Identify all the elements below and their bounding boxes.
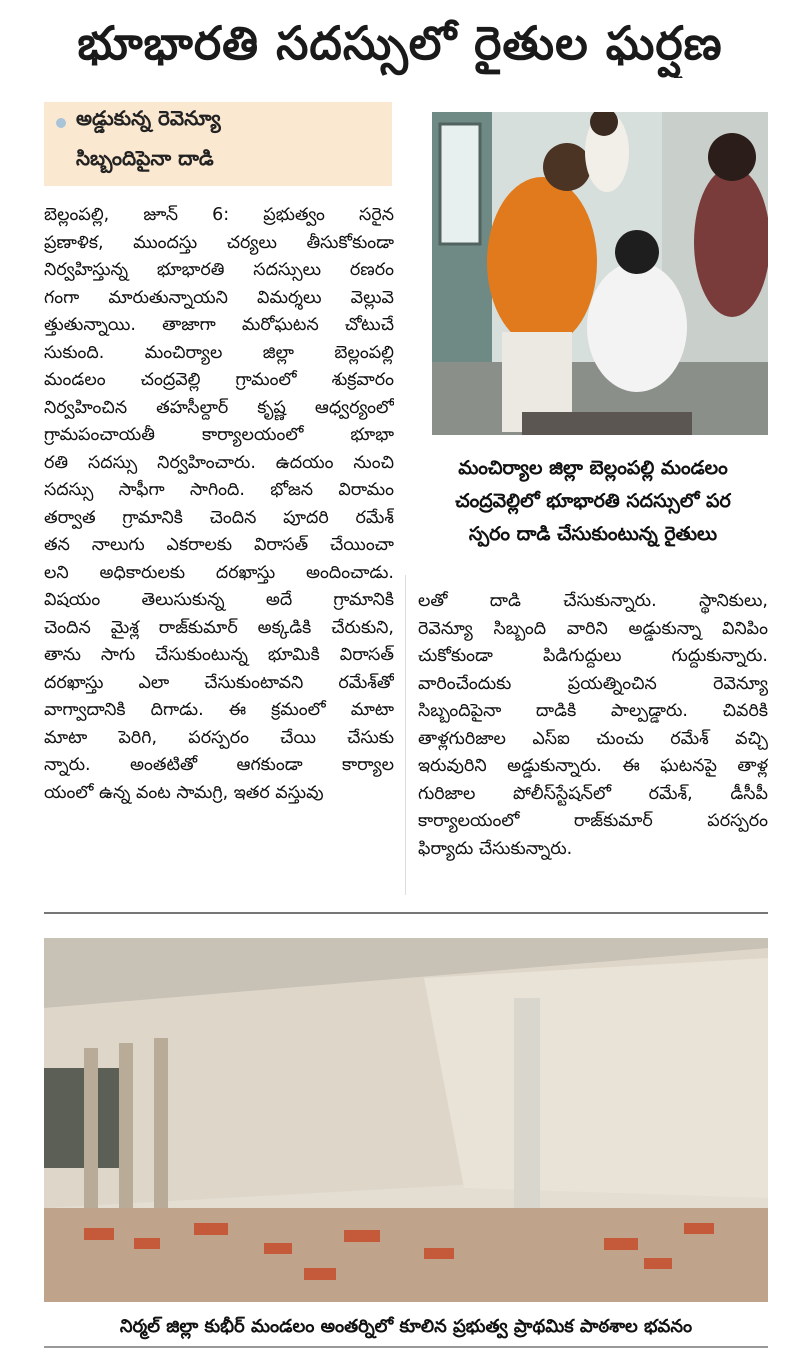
article-line: రతి సదస్సు నిర్వహించారు. ఉదయం నుంచి: [44, 452, 394, 473]
section-rule: [44, 912, 768, 914]
photo-collapsed-school-illustration: [44, 938, 768, 1302]
article-line: తాను సాగు చేసుకుంటున్న భూమికి విరాసత్: [44, 645, 394, 665]
article-line: సుకుంది. మంచిర్యాల జిల్లా బెల్లంపల్లి: [44, 342, 394, 363]
caption-line: చంద్రవెల్లిలో భూభారతి సదస్సులో పర: [455, 490, 731, 512]
article-line: నిర్వహిస్తున్న భూభారతి సదస్సులు రణరం: [44, 260, 394, 280]
article-line: విషయం తెలుసుకున్న అదే గ్రామానికి: [44, 590, 394, 610]
article-line: తన నాలుగు ఎకరాలకు విరాసత్ చేయించా: [44, 535, 394, 555]
photo-farmers-clash: [432, 112, 768, 435]
article-line: సిబ్బందిపైనా దాడికి పాల్పడ్డారు. చివరికి: [418, 701, 768, 721]
article-line: లతో దాడి చేసుకున్నారు. స్థానికులు,: [418, 591, 768, 611]
article-line: సదస్సు సాఫీగా సాగింది. భోజన విరామం: [44, 480, 394, 500]
photo-bottom-caption: నిర్మల్ జిల్లా కుభీర్ మండలం అంతర్నిలో కూలిన ప్రభుత్వ ప్రాథమిక పాఠశాల భవనం: [119, 1316, 693, 1337]
column-divider: [405, 575, 406, 895]
article-line: వారించేందుకు ప్రయత్నించిన రెవెన్యూ: [418, 673, 768, 694]
caption-line: మంచిర్యాల జిల్లా బెల్లంపల్లి మండలం: [458, 457, 728, 479]
article-line: బెల్లంపల్లి, జూన్ 6: ప్రభుత్వం సరైన: [44, 205, 394, 225]
caption-line: స్పరం దాడి చేసుకుంటున్న రైతులు: [468, 523, 718, 545]
article-line: గంగా మారుతున్నాయని విమర్శలు వెల్లువె: [44, 287, 394, 308]
article-line: ఫిర్యాదు చేసుకున్నారు.: [418, 838, 573, 859]
article-line: తాళ్లగురిజాల ఎస్ఐ చుంచు రమేశ్ వచ్చి: [418, 728, 768, 749]
article-line: రెవెన్యూ సిబ్బంది వారిని అడ్డుకున్నా వినిపిం: [418, 618, 768, 639]
photo-top-caption: [418, 452, 768, 551]
subhead-line-2: సిబ్బందిపైనా దాడి: [76, 146, 214, 170]
article-line: లని అధికారులకు దరఖాస్తు అందించాడు.: [44, 562, 394, 583]
article-line: యంలో ఉన్న వంట సామగ్రి, ఇతర వస్తువు: [44, 782, 324, 803]
article-line: గురిజాల పోలీస్‌స్టేషన్‌లో రమేశ్, డీసీపీ: [418, 783, 768, 804]
headline: భూభారతి సదస్సులో రైతుల ఘర్షణ: [77, 16, 723, 70]
article-line: వాగ్వాదానికి దిగాడు. ఈ క్రమంలో మాటా: [44, 700, 394, 720]
article-line: న్నారు. అంతటితో ఆగకుండా కార్యాల: [44, 755, 394, 775]
bullet-icon: [56, 118, 66, 128]
article-column-right: [418, 588, 768, 863]
bottom-rule: [44, 1346, 768, 1348]
article-line: ప్రణాళిక, ముందస్తు చర్యలు తీసుకోకుండా: [44, 232, 394, 253]
article-line: ఇరువురిని అడ్డుకున్నారు. ఈ ఘటనపై తాళ్ల: [418, 756, 768, 776]
article-line: త్తుతున్నాయి. తాజాగా మరోఘటన చోటుచే: [44, 315, 394, 335]
article-line: దరఖాస్తు ఎలా చేసుకుంటావని రమేశ్‌తో: [44, 672, 394, 693]
article-line: కార్యాలయంలో రాజ్‌కుమార్ పరస్పరం: [418, 811, 768, 831]
article-line: మాటా పెరిగి, పరస్పరం చేయి చేసుకు: [44, 727, 394, 748]
subhead-box: [44, 102, 392, 186]
article-line: నిర్వహించిన తహసీల్దార్ కృష్ణ ఆధ్వర్యంలో: [44, 397, 394, 418]
photo-farmers-clash-illustration: [432, 112, 768, 435]
article-line: చెందిన మైశ్ల రాజ్‌కుమార్ అక్కడికి చేరుకుని,: [44, 617, 394, 638]
article-line: గ్రామపంచాయతీ కార్యాలయంలో భూభా: [44, 425, 394, 445]
article-line: చుకోకుండా పిడిగుద్దులు గుద్దుకున్నారు.: [418, 646, 768, 666]
article-line: తర్వాత గ్రామానికి చెందిన పూదరి రమేశ్: [44, 507, 394, 528]
subhead-line-1: అడ్డుకున్న రెవెన్యూ: [76, 106, 221, 130]
article-line: మండలం చంద్రవెల్లి గ్రామంలో శుక్రవారం: [44, 370, 394, 390]
article-column-left: [44, 202, 394, 807]
photo-collapsed-school: [44, 938, 768, 1302]
